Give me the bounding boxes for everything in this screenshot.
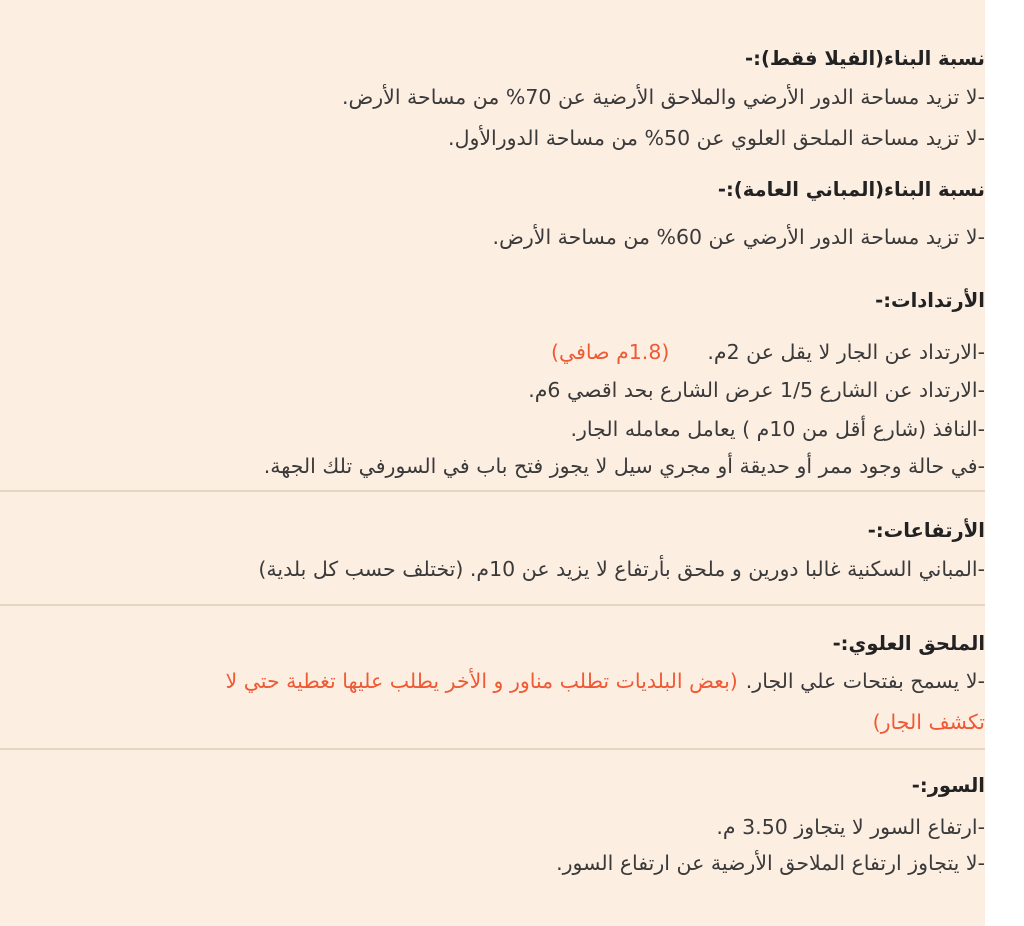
public-ratio-heading: نسبة البناء(المباني العامة):- <box>717 178 985 201</box>
upper-annex-line-1 <box>226 667 986 695</box>
upper-annex-line-1-text: -لا يسمح بفتحات علي الجار. <box>745 669 985 693</box>
fence-line-2: -لا يتجاوز ارتفاع الملاحق الأرضية عن ارتفاع السور. <box>556 851 985 875</box>
upper-annex-line-2-note: تكشف الجار) <box>872 710 985 734</box>
divider <box>0 490 985 492</box>
villa-ratio-heading: نسبة البناء(الفيلا فقط):- <box>745 47 985 70</box>
setbacks-line-1 <box>551 338 985 366</box>
setbacks-line-4: -في حالة وجود ممر أو حديقة أو مجري سيل لا يجوز فتح باب في السورفي تلك الجهة. <box>263 454 985 478</box>
divider <box>0 604 985 606</box>
public-ratio-line-1: -لا تزيد مساحة الدور الأرضي عن 60% من مساحة الأرض. <box>492 225 985 249</box>
upper-annex-heading: الملحق العلوي:- <box>832 632 985 655</box>
setbacks-line-2: -الارتداد عن الشارع 1/5 عرض الشارع بحد اقصي 6م. <box>528 378 985 402</box>
divider <box>0 748 985 750</box>
villa-ratio-line-2: -لا تزيد مساحة الملحق العلوي عن 50% من مساحة الدورالأول. <box>448 126 985 150</box>
setbacks-line-1-text: -الارتداد عن الجار لا يقل عن 2م. <box>707 340 985 364</box>
fence-line-1: -ارتفاع السور لا يتجاوز 3.50 م. <box>716 815 985 839</box>
setbacks-line-3: -النافذ (شارع أقل من 10م ) يعامل معامله الجار. <box>570 417 985 441</box>
setbacks-heading: الأرتدادات:- <box>875 289 985 312</box>
setbacks-line-1-note: (1.8م صافي) <box>551 340 670 364</box>
upper-annex-line-1-note: (بعض البلديات تطلب مناور و الأخر يطلب عليها تغطية حتي لا <box>225 669 738 693</box>
villa-ratio-line-1: -لا تزيد مساحة الدور الأرضي والملاحق الأرضية عن 70% من مساحة الأرض. <box>341 85 985 109</box>
fence-heading: السور:- <box>911 774 985 797</box>
heights-heading: الأرتفاعات:- <box>867 519 985 542</box>
heights-line-1: -المباني السكنية غالبا دورين و ملحق بأرتفاع لا يزيد عن 10م. (تختلف حسب كل بلدية) <box>258 557 985 581</box>
